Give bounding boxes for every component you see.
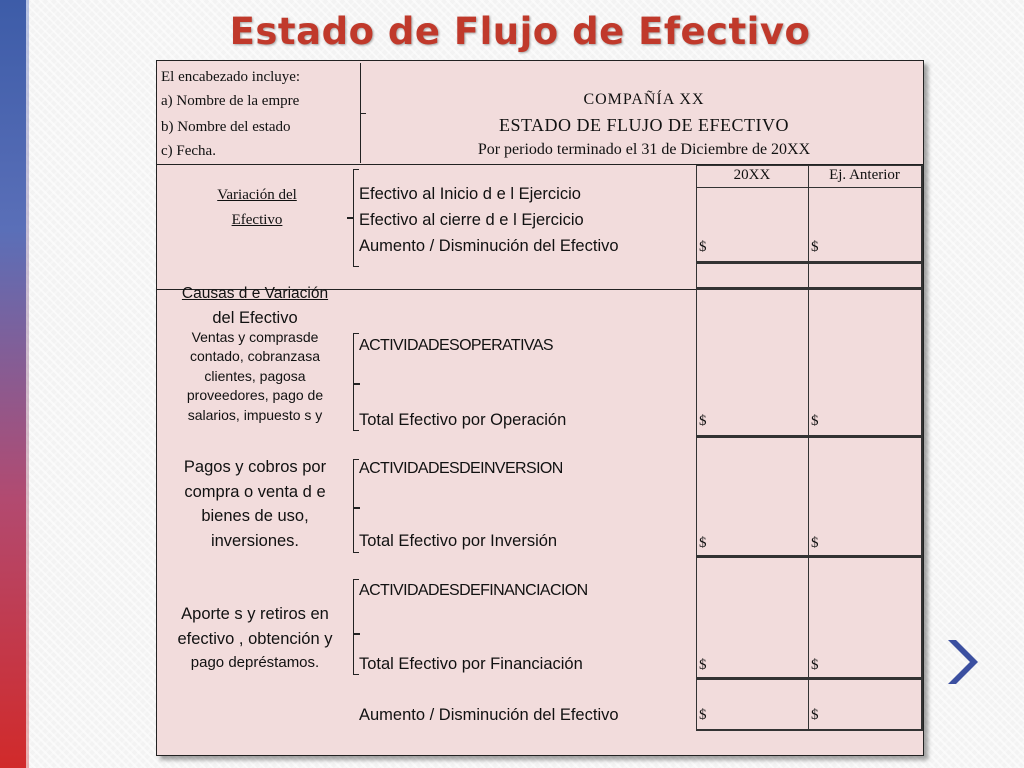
financiacion-cell-previous [808,557,923,679]
variacion-item-cierre: Efectivo al cierre d e l Ejercicio [359,211,584,229]
currency-symbol: $ [811,535,819,551]
header-intro-line: a) Nombre de la empre [161,93,300,109]
variacion-cell-previous [808,187,923,263]
causas-heading: Causas d e Variación [181,285,329,302]
header-divider [360,113,366,114]
variacion-label: Variación del [217,187,297,203]
financiacion-bracket-notch [353,633,360,635]
variacion-bracket-notch [347,217,354,219]
inversion-desc: inversiones. [210,532,300,550]
cash-flow-statement-sheet [156,60,924,756]
inversion-bracket-notch [353,507,360,509]
currency-symbol: $ [699,707,707,723]
financiacion-desc: pago depréstamos. [190,654,320,671]
inversion-total: Total Efectivo por Inversión [359,532,558,550]
variacion-cell-current [696,187,810,263]
operativas-desc: contado, cobranzasa [190,348,320,364]
slide-title: Estado de Flujo de Efectivo [229,10,811,53]
variacion-label: Efectivo [231,212,283,228]
currency-symbol: $ [699,239,707,255]
currency-symbol: $ [699,535,707,551]
operativas-label: ACTIVIDADESOPERATIVAS [359,337,553,354]
header-intro-line: El encabezado incluye: [161,69,301,85]
operativas-desc: Ventas y comprasde [191,329,319,345]
currency-symbol: $ [811,239,819,255]
statement-period: Por periodo terminado el 31 de Diciembre de 20XX [477,141,811,158]
operativas-total: Total Efectivo por Operación [359,411,567,429]
operativas-cell-previous [808,289,923,437]
operativas-cell-current [696,289,810,437]
statement-name: ESTADO DE FLUJO DE EFECTIVO [498,115,790,135]
operativas-desc: salarios, impuesto s y [187,407,323,423]
operativas-bracket-notch [353,383,360,385]
financiacion-desc: Aporte s y retiros en [181,605,329,623]
financiacion-cell-current [696,557,810,679]
currency-symbol: $ [699,413,707,429]
final-cell-previous [808,679,923,731]
causas-heading: del Efectivo [212,309,298,327]
left-accent-edge [26,0,29,768]
column-header-previous-label: Ej. Anterior [829,167,900,183]
currency-symbol: $ [811,707,819,723]
final-cell-current [696,679,810,731]
operativas-desc: proveedores, pago de [186,387,324,403]
spacer-cell-previous [808,263,923,289]
header-intro-line: c) Fecha. [161,143,216,159]
header-intro-line: b) Nombre del estado [161,119,291,135]
operativas-desc: clientes, pagosa [204,368,306,384]
left-accent-bar [0,0,26,768]
variacion-item-aumento: Aumento / Disminución del Efectivo [359,237,619,255]
next-slide-arrow-icon[interactable] [940,636,980,688]
inversion-label: ACTIVIDADESDEINVERSION [359,460,563,477]
financiacion-label: ACTIVIDADESDEFINANCIACION [359,582,588,599]
inversion-desc: compra o venta d e [184,483,326,501]
financiacion-desc: efectivo , obtención y [177,630,333,648]
final-aumento-disminucion: Aumento / Disminución del Efectivo [359,706,619,724]
financiacion-total: Total Efectivo por Financiación [359,655,583,673]
currency-symbol: $ [811,413,819,429]
variacion-item-inicio: Efectivo al Inicio d e l Ejercicio [359,185,581,203]
currency-symbol: $ [699,657,707,673]
inversion-cell-previous [808,437,923,557]
spacer-cell-current [696,263,810,289]
company-name: COMPAÑÍA XX [583,91,705,108]
inversion-cell-current [696,437,810,557]
inversion-desc: bienes de uso, [201,507,309,525]
column-header-current-label: 20XX [733,167,771,183]
currency-symbol: $ [811,657,819,673]
inversion-desc: Pagos y cobros por [183,458,327,476]
